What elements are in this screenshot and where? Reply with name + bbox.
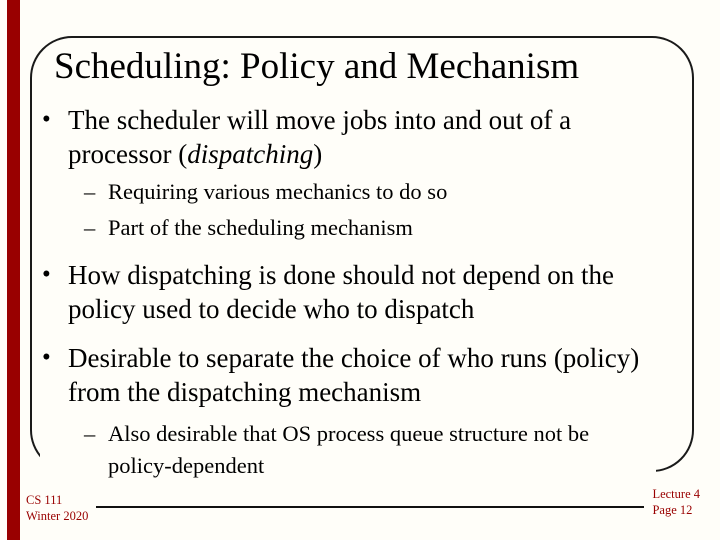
bullet-marker: • [42, 260, 51, 288]
footer-course: CS 111 [26, 493, 63, 507]
bullet-item [40, 341, 656, 410]
slide-title: Scheduling: Policy and Mechanism [54, 46, 580, 87]
sub-bullet-text: Also desirable that OS process queue structure not be policy-dependent [108, 420, 590, 478]
dash-marker: – [84, 178, 96, 204]
bullet-marker: • [42, 105, 51, 133]
bullet-text: How dispatching is done should not depend on the policy used to decide who to dispatch [68, 259, 614, 325]
dash-marker: – [84, 214, 96, 240]
slide-content [40, 46, 656, 486]
bullet-item [40, 258, 656, 327]
footer-lecture-info [652, 486, 700, 518]
sub-bullet-text: Part of the scheduling mechanism [108, 214, 413, 240]
bullet-text-italic: dispatching [187, 139, 314, 170]
sub-bullet-text: Requiring various mechanics to do so [108, 178, 448, 204]
footer-course-info [26, 492, 88, 524]
sub-bullet-item [40, 418, 656, 482]
sub-bullet-item [40, 176, 656, 208]
footer-lecture: Lecture 4 [652, 487, 700, 501]
bullet-text-segment: The scheduler will move jobs into and out of a processor ( [68, 104, 572, 170]
bullet-text-segment: ) [313, 139, 323, 170]
footer-page: Page 12 [652, 503, 693, 517]
sub-bullet-item [40, 212, 656, 244]
dash-marker: – [84, 420, 96, 446]
bullet-text: Desirable to separate the choice of who runs (policy) from the dispatching mechanism [68, 342, 640, 408]
bullet-marker: • [42, 343, 51, 371]
footer-term: Winter 2020 [26, 509, 89, 523]
footer-divider-line [96, 506, 644, 508]
bullet-text [68, 105, 571, 170]
accent-bar [7, 0, 20, 540]
bullet-item [40, 103, 656, 172]
